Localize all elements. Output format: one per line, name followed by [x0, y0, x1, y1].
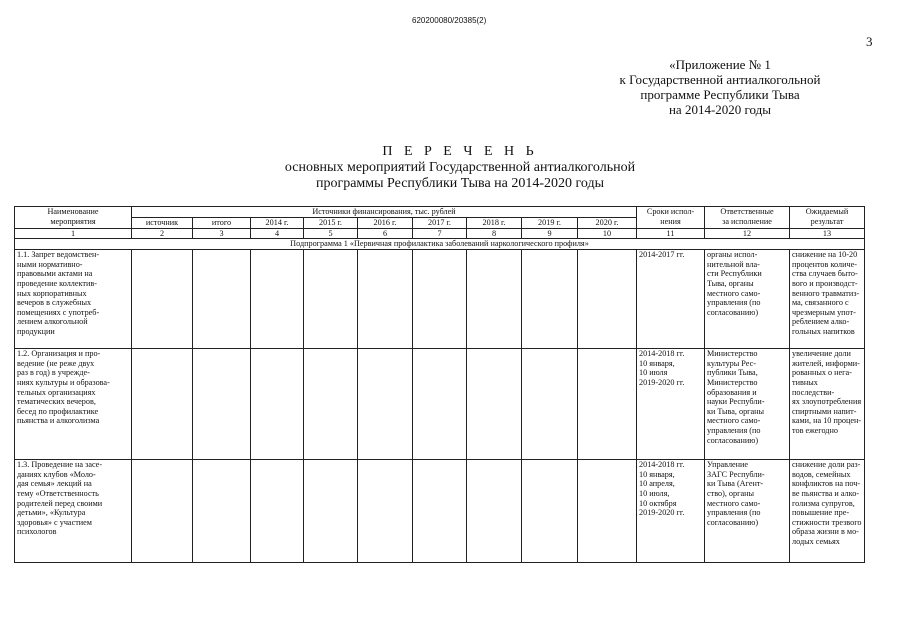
measure-terms: 2014-2017 гг.	[637, 250, 705, 349]
column-number: 5	[304, 228, 358, 239]
empty-cell	[251, 250, 304, 349]
header-responsible: Ответственные за исполнение	[705, 207, 790, 229]
column-number: 10	[578, 228, 637, 239]
empty-cell	[132, 250, 193, 349]
column-number: 12	[705, 228, 790, 239]
empty-cell	[522, 250, 578, 349]
measure-name: 1.2. Организация и про- ведение (не реже двух раз в год) в учрежде- ниях культуры и образова- тельных организациях тематических вечеров, бесед по профилактике пьянства и алкоголизма	[15, 349, 132, 460]
appendix-line: к Государственной антиалкогольной	[619, 72, 821, 87]
empty-cell	[193, 250, 251, 349]
empty-cell	[304, 250, 358, 349]
header-name: Наименование мероприятия	[15, 207, 132, 229]
appendix-header	[560, 57, 880, 117]
empty-cell	[304, 349, 358, 460]
measure-result: увеличение доли жителей, информи- рованных о нега- тивных последстви- ях злоупотребления спиртными напит- ками, на 10 процен- тов ежегодно	[790, 349, 865, 460]
appendix-line: программе Республики Тыва	[640, 87, 800, 102]
measure-result: снижение на 10-20 процентов количе- ства случаев быто- вого и производст- венного травматиз- ма, связанного с чрезмерным упот- реблением алко- гольных напитков	[790, 250, 865, 349]
column-number: 4	[251, 228, 304, 239]
measure-responsible: Министерство культуры Рес- публики Тыва, Министерство образования и науки Республи- ки Тыва, органы местного само- управления (по согласованию)	[705, 349, 790, 460]
column-number: 2	[132, 228, 193, 239]
measures-table	[14, 206, 865, 563]
empty-cell	[467, 349, 522, 460]
empty-cell	[358, 349, 413, 460]
measure-responsible: органы испол- нительной вла- сти Республики Тыва, органы местного само- управления (по согласованию)	[705, 250, 790, 349]
empty-cell	[132, 349, 193, 460]
header-terms: Сроки испол- нения	[637, 207, 705, 229]
appendix-line: на 2014-2020 годы	[668, 102, 772, 117]
page-number: 3	[866, 34, 873, 49]
header-row	[15, 207, 865, 218]
empty-cell	[467, 250, 522, 349]
empty-cell	[193, 349, 251, 460]
header-source: источник	[132, 217, 193, 228]
column-number: 11	[637, 228, 705, 239]
table-row	[15, 460, 865, 563]
empty-cell	[578, 460, 637, 563]
appendix-line: «Приложение № 1	[669, 57, 771, 72]
header-year: 2018 г.	[467, 217, 522, 228]
measure-name: 1.3. Проведение на засе- даниях клубов «Моло- дая семья» лекций на тему «Ответственность родителей перед своими детьми», «Культура здоровья» с участием психологов	[15, 460, 132, 563]
measure-result: снижение доли раз- водов, семейных конфликтов на поч- ве пьянства и алко- голизма супругов, повышение пре- стижности трезвого образа жизни в мо- лодых семьях	[790, 460, 865, 563]
header-year: 2016 г.	[358, 217, 413, 228]
title-line: программы Республики Тыва на 2014-2020 годы	[315, 176, 605, 191]
empty-cell	[578, 250, 637, 349]
document-title	[200, 143, 720, 192]
column-number: 3	[193, 228, 251, 239]
title-line: основных мероприятий Государственной антиалкогольной	[284, 160, 636, 175]
header-total: итого	[193, 217, 251, 228]
empty-cell	[413, 460, 467, 563]
empty-cell	[467, 460, 522, 563]
header-result: Ожидаемый результат	[790, 207, 865, 229]
measure-terms: 2014-2018 гг. 10 января, 10 июля 2019-2020 гг.	[637, 349, 705, 460]
column-number: 13	[790, 228, 865, 239]
empty-cell	[358, 250, 413, 349]
column-number: 9	[522, 228, 578, 239]
subprogram-row	[15, 239, 865, 250]
empty-cell	[304, 460, 358, 563]
measure-responsible: Управление ЗАГС Республи- ки Тыва (Агент- ство), органы местного само- управления (по согласованию)	[705, 460, 790, 563]
empty-cell	[578, 349, 637, 460]
empty-cell	[358, 460, 413, 563]
header-year: 2020 г.	[578, 217, 637, 228]
title-heading: П Е Р Е Ч Е Н Ь	[382, 144, 538, 159]
column-number-row	[15, 228, 865, 239]
subprogram-title: Подпрограмма 1 «Первичная профилактика заболеваний наркологического профиля»	[15, 239, 865, 250]
column-number: 6	[358, 228, 413, 239]
header-year: 2019 г.	[522, 217, 578, 228]
column-number: 1	[15, 228, 132, 239]
empty-cell	[522, 349, 578, 460]
header-funding: Источники финансирования, тыс. рублей	[132, 207, 637, 218]
header-year: 2017 г.	[413, 217, 467, 228]
empty-cell	[251, 349, 304, 460]
measure-terms: 2014-2018 гг. 10 января, 10 апреля, 10 июля, 10 октября 2019-2020 гг.	[637, 460, 705, 563]
empty-cell	[132, 460, 193, 563]
empty-cell	[413, 349, 467, 460]
measure-name: 1.1. Запрет ведомствен- ными нормативно- правовыми актами на проведение коллектив- ных корпоративных вечеров в служебных помещениях с употреб- лением алкогольной продукции	[15, 250, 132, 349]
empty-cell	[413, 250, 467, 349]
empty-cell	[522, 460, 578, 563]
empty-cell	[193, 460, 251, 563]
table-row	[15, 349, 865, 460]
empty-cell	[251, 460, 304, 563]
header-year: 2014 г.	[251, 217, 304, 228]
header-year: 2015 г.	[304, 217, 358, 228]
column-number: 8	[467, 228, 522, 239]
column-number: 7	[413, 228, 467, 239]
table-row	[15, 250, 865, 349]
document-id: 620200080/20385(2)	[412, 16, 487, 25]
